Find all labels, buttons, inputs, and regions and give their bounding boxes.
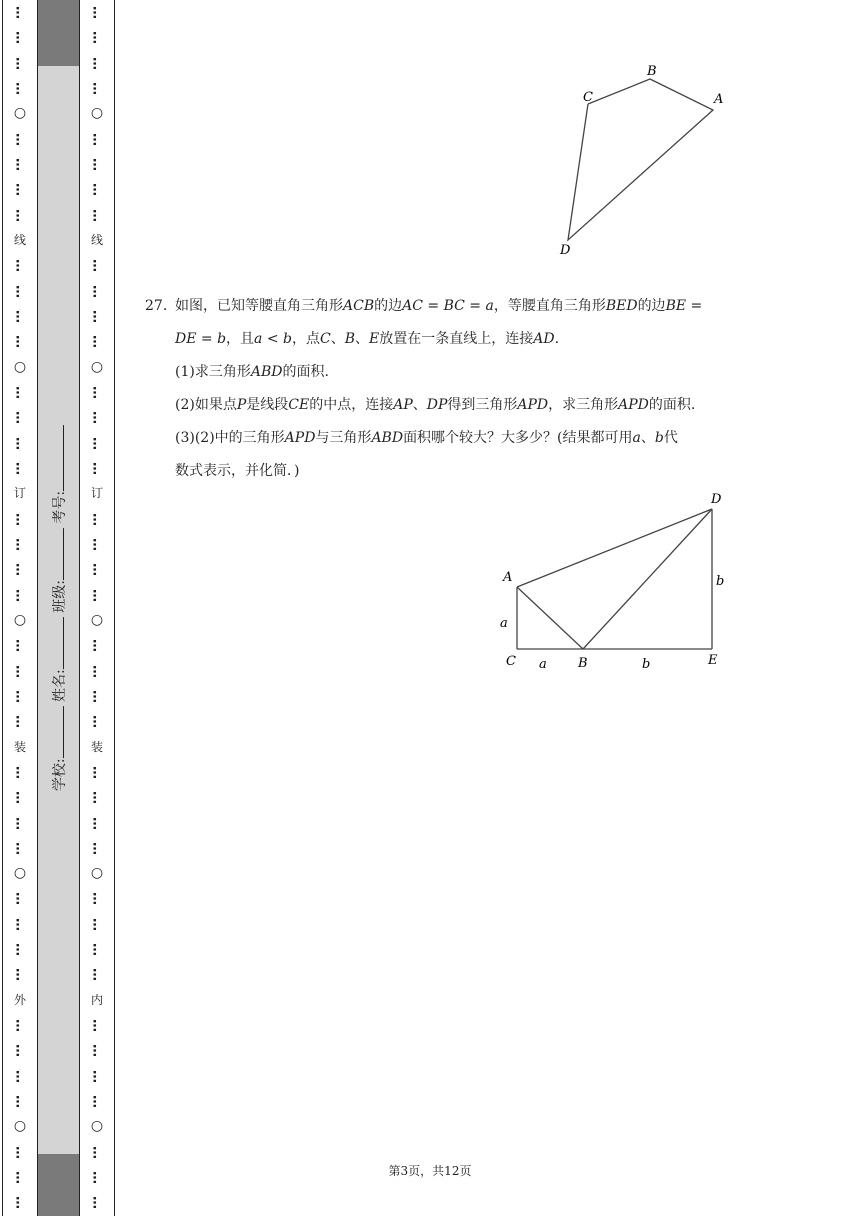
dotted-marks: … xyxy=(89,563,105,577)
label-side-a-horizontal: a xyxy=(539,657,547,672)
label-E: E xyxy=(708,653,718,668)
dotted-marks: … xyxy=(12,1171,28,1185)
dotted-marks: … xyxy=(12,537,28,551)
dotted-marks: … xyxy=(89,537,105,551)
exam-no-blank[interactable] xyxy=(63,425,64,491)
binding-hole-circle: ○ xyxy=(13,865,27,882)
question-line-1: 如图，已知等腰直角三角形ACB的边AC = BC = a，等腰直角三角形BED的边BE = xyxy=(175,298,703,314)
dotted-marks: … xyxy=(12,411,28,425)
dotted-marks: … xyxy=(89,335,105,349)
question-line-2: DE = b，且a < b，点C、B、E放置在一条直线上，连接AD. xyxy=(175,331,560,347)
dotted-marks: … xyxy=(12,892,28,906)
dotted-marks: … xyxy=(12,157,28,171)
label-A: A xyxy=(503,570,513,585)
label-A: A xyxy=(714,92,724,107)
dotted-marks: … xyxy=(89,1044,105,1058)
dotted-marks: … xyxy=(89,1145,105,1159)
dotted-marks: … xyxy=(89,183,105,197)
dotted-marks: … xyxy=(12,31,28,45)
dotted-marks: … xyxy=(12,183,28,197)
dotted-marks: … xyxy=(89,639,105,653)
dotted-marks: … xyxy=(89,157,105,171)
dotted-marks: … xyxy=(12,841,28,855)
dotted-marks: … xyxy=(12,639,28,653)
binding-label-char: 线 xyxy=(90,232,103,247)
dotted-marks: … xyxy=(89,1069,105,1083)
binding-hole-circle: ○ xyxy=(13,1118,27,1135)
dotted-marks: … xyxy=(89,1095,105,1109)
binding-label-char: 内 xyxy=(90,992,103,1007)
dotted-marks: … xyxy=(89,309,105,323)
dotted-marks: … xyxy=(12,689,28,703)
dotted-marks: … xyxy=(89,1171,105,1185)
dotted-marks: … xyxy=(12,436,28,450)
dotted-marks: … xyxy=(89,385,105,399)
binding-hole-circle: ○ xyxy=(90,105,104,122)
class-label: 班级: xyxy=(51,580,68,613)
dotted-marks: … xyxy=(89,56,105,70)
binding-label-char: 装 xyxy=(90,739,103,754)
dotted-marks: … xyxy=(89,411,105,425)
dotted-marks: … xyxy=(89,1019,105,1033)
name-label: 姓名: xyxy=(51,669,68,702)
binding-hole-circle: ○ xyxy=(90,358,104,375)
dotted-marks: … xyxy=(89,689,105,703)
dotted-marks: … xyxy=(89,588,105,602)
dotted-marks: … xyxy=(12,588,28,602)
dotted-marks: … xyxy=(89,284,105,298)
dotted-marks: … xyxy=(12,6,28,19)
segment-AD xyxy=(517,509,712,587)
label-D: D xyxy=(711,492,722,507)
dotted-marks: … xyxy=(89,132,105,146)
label-side-b-vertical: b xyxy=(716,574,725,589)
dotted-marks: … xyxy=(89,436,105,450)
dotted-marks: … xyxy=(12,1145,28,1159)
dotted-marks: … xyxy=(12,1095,28,1109)
dotted-marks: … xyxy=(89,1196,105,1210)
label-side-b-horizontal: b xyxy=(642,657,651,672)
dotted-marks: … xyxy=(89,6,105,19)
dotted-marks: … xyxy=(12,968,28,982)
dotted-marks: … xyxy=(89,31,105,45)
figure-quadrilateral xyxy=(0,0,860,273)
dotted-marks: … xyxy=(89,917,105,931)
dotted-marks: … xyxy=(12,943,28,957)
dotted-marks: … xyxy=(89,791,105,805)
dotted-marks: … xyxy=(12,284,28,298)
dotted-marks: … xyxy=(12,461,28,475)
binding-label-char: 订 xyxy=(13,486,26,501)
segment-BD xyxy=(583,509,712,649)
question-part-3: (3)(2)中的三角形APD与三角形ABD面积哪个较大？大多少？(结果都可用a、b代 xyxy=(175,430,678,446)
segment-AB xyxy=(517,587,583,649)
dotted-marks: … xyxy=(89,765,105,779)
dotted-marks: … xyxy=(12,1196,28,1210)
dotted-marks: … xyxy=(12,765,28,779)
dotted-marks: … xyxy=(12,208,28,222)
dotted-marks: … xyxy=(12,309,28,323)
binding-hole-circle: ○ xyxy=(90,865,104,882)
dotted-marks: … xyxy=(12,56,28,70)
dotted-marks: … xyxy=(89,943,105,957)
exam-no-label: 考号: xyxy=(51,490,68,524)
question-number: 27. xyxy=(145,298,168,314)
dotted-marks: … xyxy=(12,664,28,678)
dotted-marks: … xyxy=(89,259,105,273)
dotted-marks: … xyxy=(12,1044,28,1058)
dotted-marks: … xyxy=(89,892,105,906)
label-C: C xyxy=(506,654,516,669)
label-B: B xyxy=(647,64,657,79)
label-D: D xyxy=(560,243,571,258)
dotted-marks: … xyxy=(12,335,28,349)
binding-label-char: 外 xyxy=(13,992,26,1007)
dotted-marks: … xyxy=(12,1019,28,1033)
binding-label-char: 装 xyxy=(13,739,26,754)
dotted-marks: … xyxy=(12,791,28,805)
question-27 xyxy=(145,290,735,488)
binding-label-char: 线 xyxy=(13,232,26,247)
binding-hole-circle: ○ xyxy=(90,1118,104,1135)
dotted-marks: … xyxy=(12,917,28,931)
dotted-marks: … xyxy=(12,512,28,526)
binding-label-char: 订 xyxy=(90,486,103,501)
question-part-1: (1)求三角形ABD的面积. xyxy=(175,364,329,380)
school-blank[interactable] xyxy=(63,706,64,758)
dotted-marks: … xyxy=(89,816,105,830)
dotted-marks: … xyxy=(89,968,105,982)
dotted-marks: … xyxy=(12,1069,28,1083)
page-footer: 第3页，共12页 xyxy=(388,1164,472,1178)
dotted-marks: … xyxy=(89,512,105,526)
school-label: 学校: xyxy=(51,758,68,792)
binding-hole-circle: ○ xyxy=(13,611,27,628)
binding-hole-circle: ○ xyxy=(13,358,27,375)
question-part-3-cont: 数式表示，并化简．) xyxy=(175,463,300,479)
dotted-marks: … xyxy=(12,715,28,729)
label-C: C xyxy=(583,90,593,105)
dotted-marks: … xyxy=(12,132,28,146)
dotted-marks: … xyxy=(89,81,105,95)
dotted-marks: … xyxy=(12,563,28,577)
dotted-marks: … xyxy=(89,461,105,475)
dotted-marks: … xyxy=(12,816,28,830)
dotted-marks: … xyxy=(12,81,28,95)
binding-hole-circle: ○ xyxy=(90,611,104,628)
label-side-a-vertical: a xyxy=(500,616,508,631)
figure-triangles xyxy=(0,485,860,705)
dotted-marks: … xyxy=(89,208,105,222)
dotted-marks: … xyxy=(89,841,105,855)
binding-hole-circle: ○ xyxy=(13,105,27,122)
label-B: B xyxy=(578,656,588,671)
dotted-marks: … xyxy=(89,664,105,678)
dotted-marks: … xyxy=(12,259,28,273)
dotted-marks: … xyxy=(12,385,28,399)
question-part-2: (2)如果点P是线段CE的中点，连接AP、DP得到三角形APD，求三角形APD的面积. xyxy=(175,397,696,413)
dotted-marks: … xyxy=(89,715,105,729)
